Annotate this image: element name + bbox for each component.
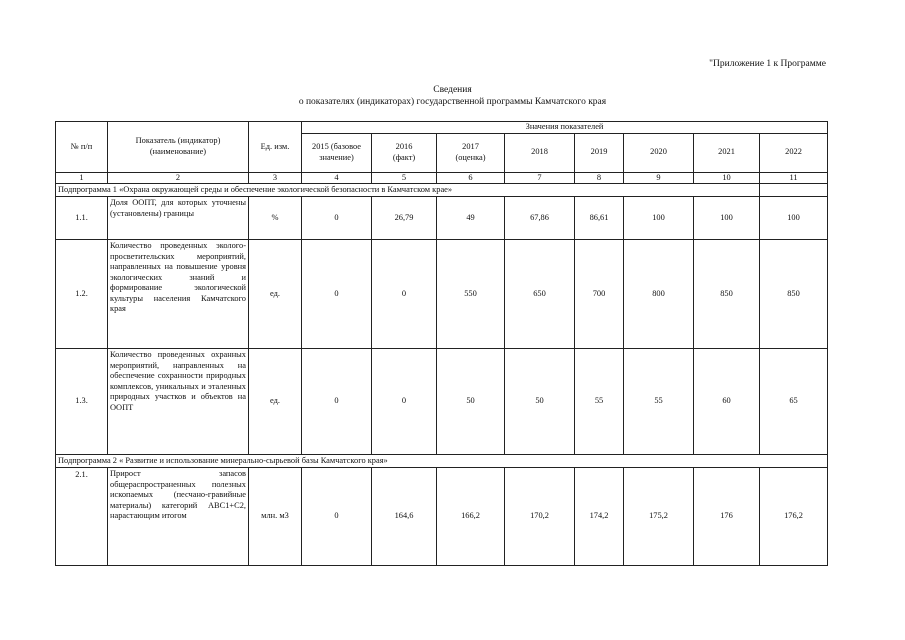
subprogram-1-title: Подпрограмма 1 «Охрана окружающей среды и обеспечение экологической безопасности в Камчатском крае» bbox=[56, 184, 760, 197]
column-number: 9 bbox=[624, 172, 694, 184]
row-value: 700 bbox=[575, 240, 624, 349]
row-value: 850 bbox=[694, 240, 760, 349]
table-row bbox=[56, 240, 828, 349]
header-year-2015: 2015 (базовое значение) bbox=[302, 133, 372, 172]
header-year-2016: 2016 (факт) bbox=[372, 133, 437, 172]
indicators-table bbox=[55, 121, 828, 566]
row-value: 170,2 bbox=[505, 468, 575, 566]
row-value: 175,2 bbox=[624, 468, 694, 566]
row-value: 26,79 bbox=[372, 197, 437, 240]
row-unit: ед. bbox=[249, 349, 302, 455]
row-value: 0 bbox=[302, 349, 372, 455]
row-value: 0 bbox=[302, 240, 372, 349]
row-value: 100 bbox=[760, 197, 828, 240]
row-value: 0 bbox=[372, 240, 437, 349]
row-num: 2.1. bbox=[56, 468, 108, 566]
column-number: 7 bbox=[505, 172, 575, 184]
header-unit: Ед. изм. bbox=[249, 122, 302, 173]
row-indicator-name: Количество проведенных охранных мероприятий, направленных на обеспечение сохранности природных комплексов, уникальных и эталенных природных участков и объектов на ООПТ bbox=[108, 349, 249, 455]
row-value: 166,2 bbox=[437, 468, 505, 566]
table-row bbox=[56, 349, 828, 455]
header-year-2021: 2021 bbox=[694, 133, 760, 172]
row-value: 50 bbox=[505, 349, 575, 455]
row-value: 67,86 bbox=[505, 197, 575, 240]
row-value: 650 bbox=[505, 240, 575, 349]
row-indicator-name: Количество проведенных эколого-просветительских мероприятий, направленных на повышение уровня экологических знаний и формирование экологической культуры населения Камчатского края bbox=[108, 240, 249, 349]
header-year-2017: 2017 (оценка) bbox=[437, 133, 505, 172]
header-year-2018: 2018 bbox=[505, 133, 575, 172]
row-value: 164,6 bbox=[372, 468, 437, 566]
header-indicator: Показатель (индикатор) (наименование) bbox=[108, 122, 249, 173]
column-number: 11 bbox=[760, 172, 828, 184]
row-value: 174,2 bbox=[575, 468, 624, 566]
heading-subtitle: о показателях (индикаторах) государственной программы Камчатского края bbox=[298, 97, 607, 107]
column-number: 2 bbox=[108, 172, 249, 184]
row-unit: млн. м3 bbox=[249, 468, 302, 566]
column-numbers-row bbox=[56, 172, 828, 184]
header-year-2022: 2022 bbox=[760, 133, 828, 172]
table-row bbox=[56, 197, 828, 240]
subprogram-row bbox=[56, 184, 828, 197]
row-value: 800 bbox=[624, 240, 694, 349]
row-value: 50 bbox=[437, 349, 505, 455]
row-num: 1.2. bbox=[56, 240, 108, 349]
header-num: № п/п bbox=[56, 122, 108, 173]
column-number: 4 bbox=[302, 172, 372, 184]
header-year-2019: 2019 bbox=[575, 133, 624, 172]
subprogram-2-title: Подпрограмма 2 « Развитие и использование минерально-сырьевой базы Камчатского края» bbox=[56, 455, 828, 468]
header-values-group: Значения показателей bbox=[302, 122, 828, 134]
row-indicator-name: Доля ООПТ, для которых уточнены (установлены) границы bbox=[108, 197, 249, 240]
row-value: 550 bbox=[437, 240, 505, 349]
row-unit: ед. bbox=[249, 240, 302, 349]
header-year-2020: 2020 bbox=[624, 133, 694, 172]
row-value: 0 bbox=[302, 468, 372, 566]
subprogram-spacer bbox=[760, 184, 828, 197]
row-value: 176 bbox=[694, 468, 760, 566]
row-value: 86,61 bbox=[575, 197, 624, 240]
heading-title: Сведения bbox=[433, 85, 472, 95]
row-value: 100 bbox=[624, 197, 694, 240]
annex-reference: "Приложение 1 к Программе bbox=[709, 59, 826, 69]
document-heading bbox=[0, 84, 905, 108]
row-indicator-name: Прирост запасов общераспространенных полезных ископаемых (песчано-гравийные материалы) категорий АВС1+С2, нарастающим итогом bbox=[108, 468, 249, 566]
row-unit: % bbox=[249, 197, 302, 240]
row-value: 55 bbox=[624, 349, 694, 455]
column-number: 10 bbox=[694, 172, 760, 184]
row-value: 176,2 bbox=[760, 468, 828, 566]
column-number: 5 bbox=[372, 172, 437, 184]
row-value: 60 bbox=[694, 349, 760, 455]
table-row bbox=[56, 468, 828, 566]
row-num: 1.1. bbox=[56, 197, 108, 240]
column-number: 8 bbox=[575, 172, 624, 184]
column-number: 6 bbox=[437, 172, 505, 184]
row-value: 100 bbox=[694, 197, 760, 240]
row-value: 0 bbox=[372, 349, 437, 455]
subprogram-row bbox=[56, 455, 828, 468]
column-number: 1 bbox=[56, 172, 108, 184]
row-value: 55 bbox=[575, 349, 624, 455]
row-value: 65 bbox=[760, 349, 828, 455]
row-value: 850 bbox=[760, 240, 828, 349]
row-value: 49 bbox=[437, 197, 505, 240]
column-number: 3 bbox=[249, 172, 302, 184]
row-num: 1.3. bbox=[56, 349, 108, 455]
row-value: 0 bbox=[302, 197, 372, 240]
